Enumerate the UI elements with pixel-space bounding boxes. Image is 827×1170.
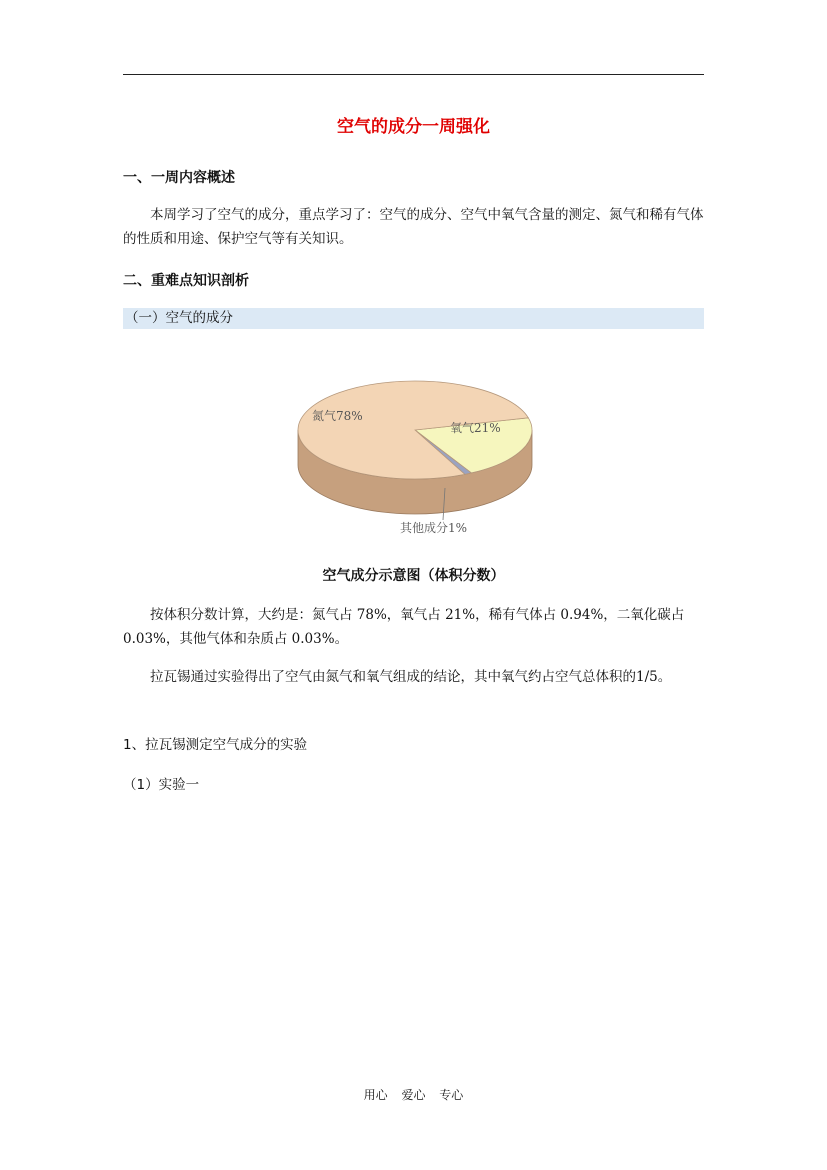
slice-label-oxygen: 氧气21%: [450, 421, 501, 435]
pie-chart: [290, 360, 540, 545]
item1-heading: 1、拉瓦锡测定空气成分的实验: [123, 737, 308, 753]
page-footer: 用心 爱心 专心: [363, 1088, 464, 1102]
volume-paragraph: 按体积分数计算，大约是：氮气占 78%，氧气占 21%，稀有气体占 0.94%，二氧化碳占 0.03%，其他气体和杂质占 0.03%。: [123, 607, 685, 647]
section1-heading: 一、一周内容概述: [123, 170, 235, 186]
header-rule: [123, 74, 704, 75]
section2-heading: 二、重难点知识剖析: [123, 273, 249, 289]
section1-paragraph: 本周学习了空气的成分，重点学习了：空气的成分、空气中氧气含量的测定、氮气和稀有气体的性质和用途、保护空气等有关知识。: [123, 207, 704, 247]
item1-sub: （1）实验一: [123, 777, 200, 793]
subsection-label: （一）空气的成分: [125, 310, 233, 326]
air-composition-figure: [290, 360, 540, 545]
slice-label-nitrogen: 氮气78%: [312, 409, 363, 423]
slice-label-other: 其他成分1%: [400, 521, 468, 535]
page-title: 空气的成分一周强化: [337, 117, 490, 137]
figure-caption: 空气成分示意图（体积分数）: [322, 568, 505, 584]
subsection-band: [123, 308, 704, 329]
lavoisier-paragraph: 拉瓦锡通过实验得出了空气由氮气和氧气组成的结论，其中氧气约占空气总体积的1/5。: [150, 669, 672, 685]
